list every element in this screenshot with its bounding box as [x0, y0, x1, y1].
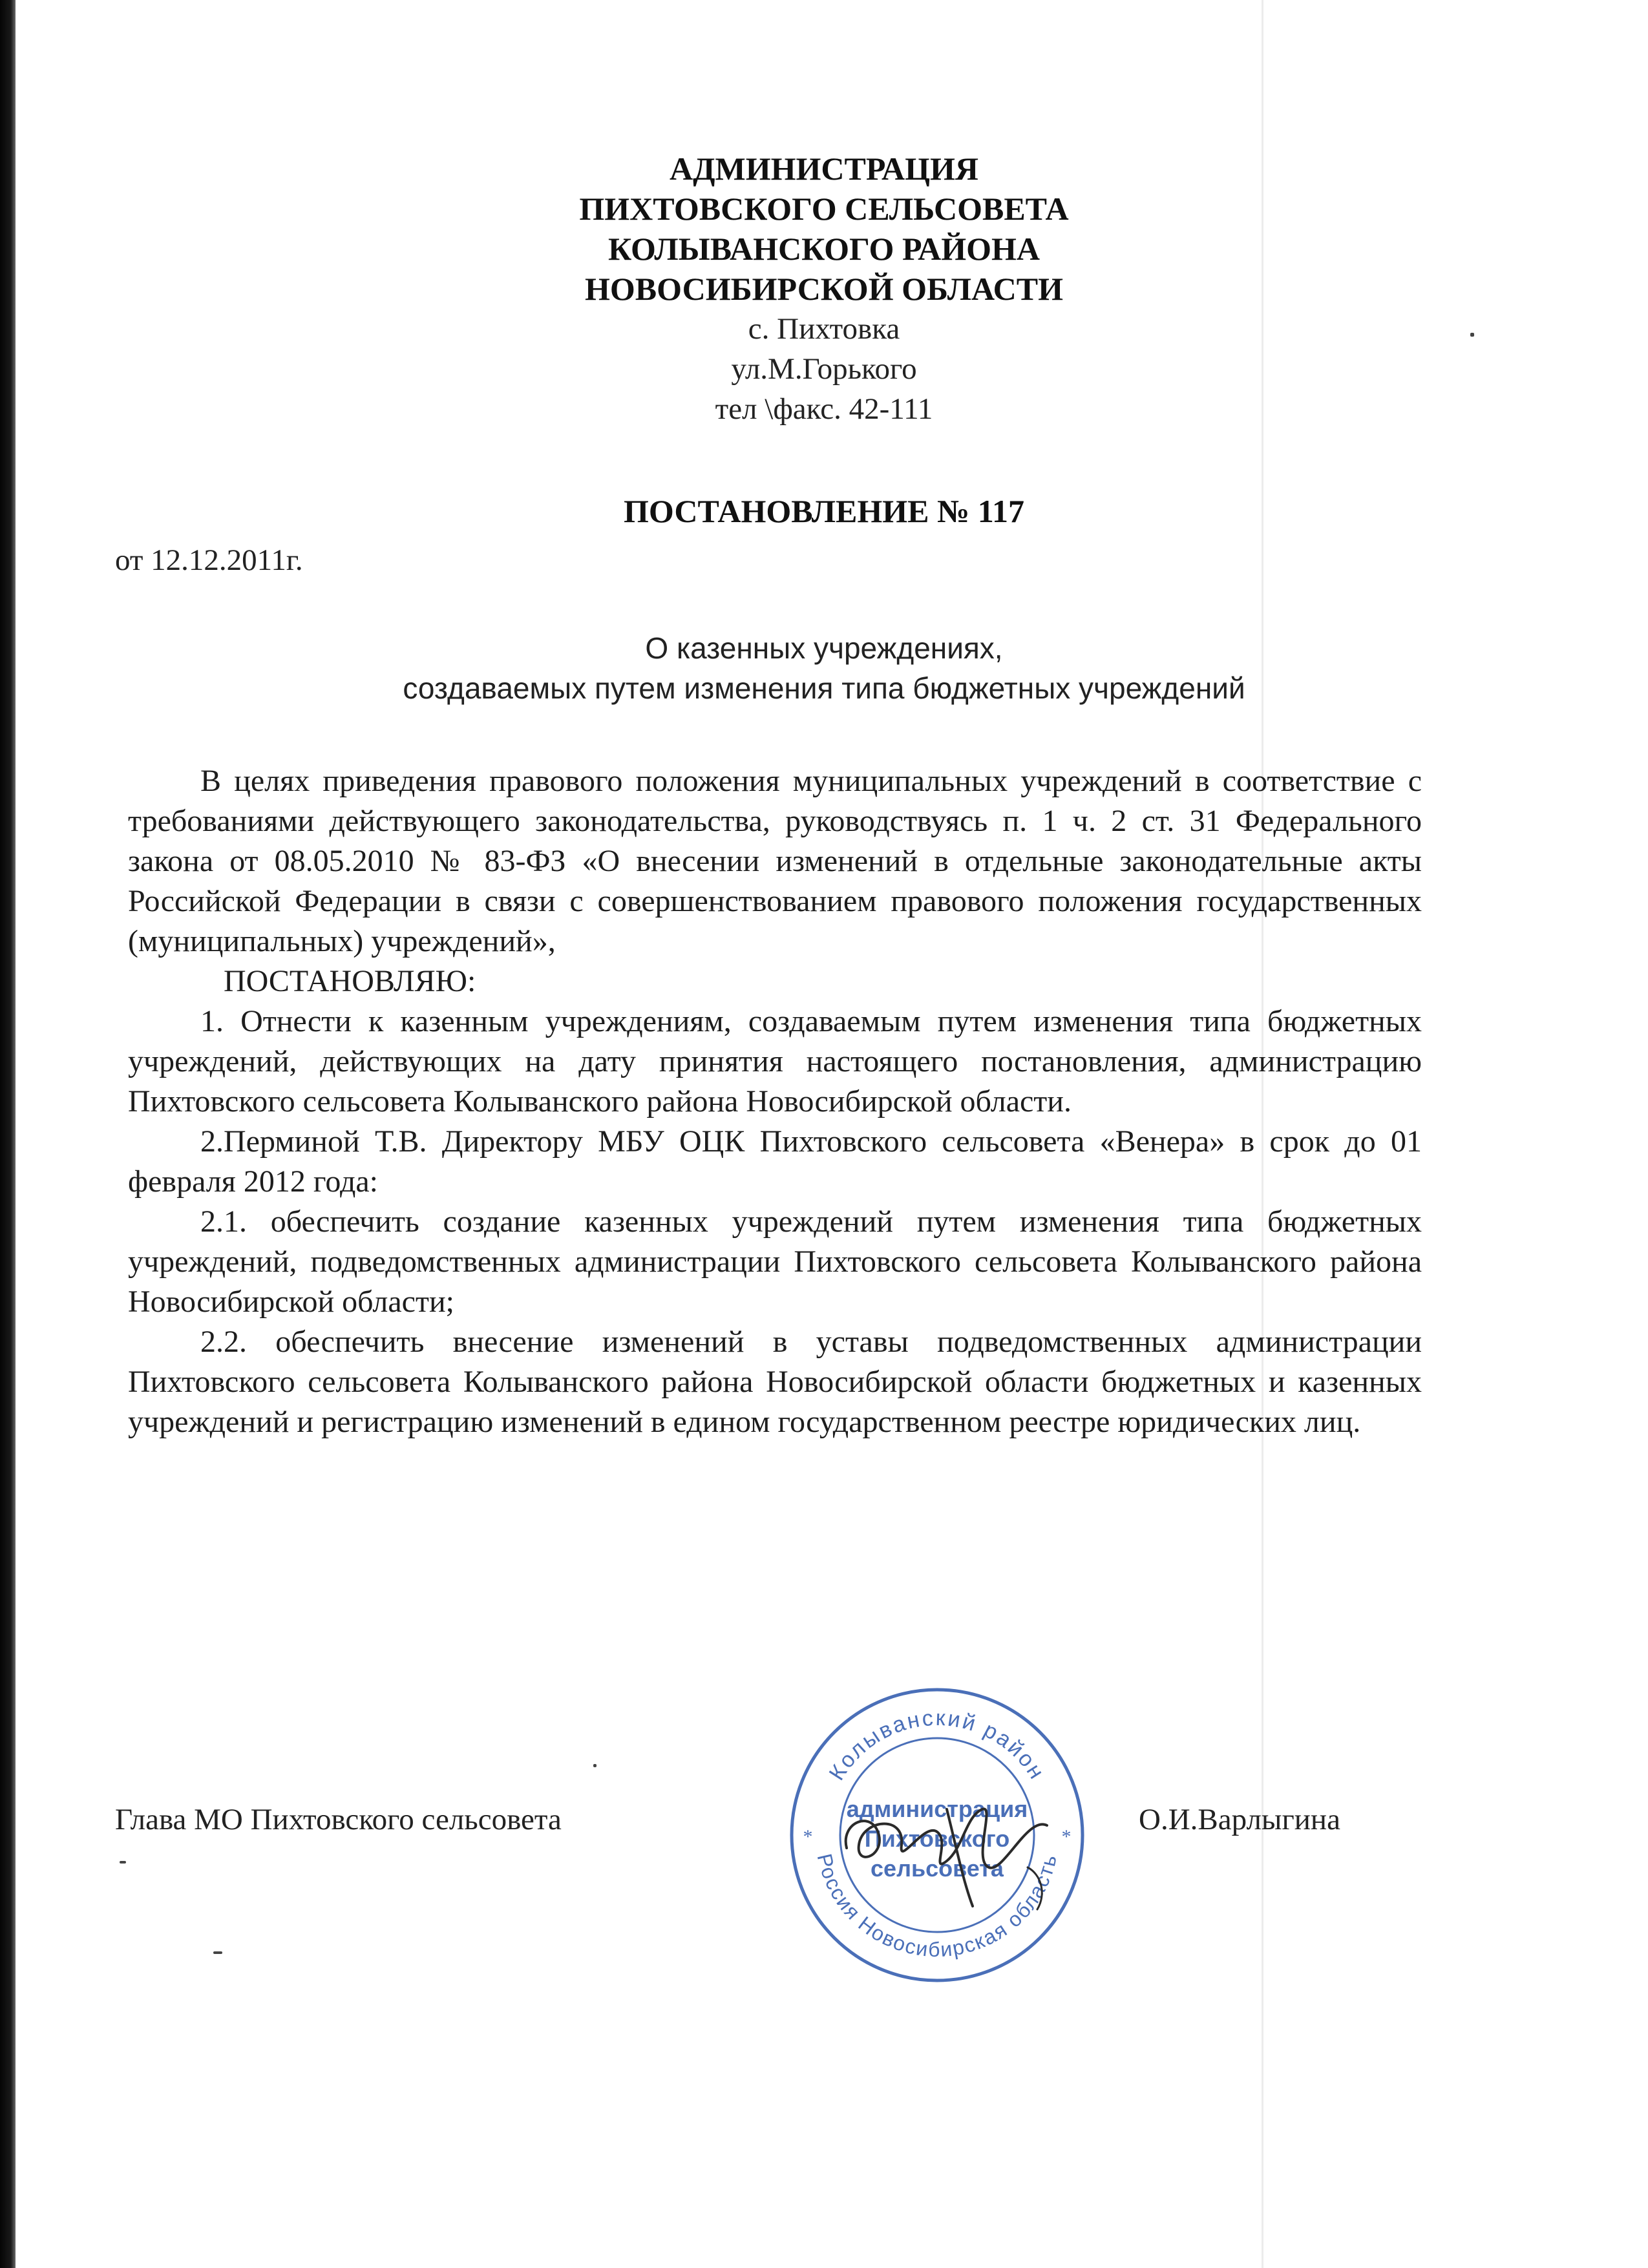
handwritten-signature — [834, 1770, 1066, 1919]
subject-line-2: создаваемых путем изменения типа бюджетных учреждений — [403, 671, 1245, 705]
address-village: с. Пихтовка — [748, 312, 900, 346]
scan-speck — [1470, 333, 1474, 337]
stamp-center-line-1: администрация — [846, 1796, 1028, 1822]
signatory-name: О.И.Варлыгина — [1139, 1803, 1340, 1836]
scan-speck — [593, 1764, 597, 1767]
org-line-1: АДМИНИСТРАЦИЯ — [670, 151, 978, 187]
stamp-center-line-3: сельсовета — [871, 1855, 1004, 1882]
stamp-center-line-2: Пихтовского — [864, 1825, 1010, 1852]
scan-speck — [213, 1951, 222, 1954]
scan-speck — [120, 1861, 126, 1864]
decree-body — [128, 761, 1422, 1442]
subject-line-1: О казенных учреждениях, — [645, 631, 1003, 665]
item-2-1-paragraph: 2.1. обеспечить создание казенных учреждений путем изменения типа бюджетных учреждений, подведомственных администрации Пихтовского сельсовета Колыванского района Новосибирской области; — [128, 1204, 1422, 1319]
address-phone: тел \факс. 42-111 — [715, 392, 933, 426]
document-header — [0, 149, 1648, 429]
org-line-3: КОЛЫВАНСКОГО РАЙОНА — [608, 231, 1040, 267]
stamp-star-right: * — [1061, 1826, 1072, 1847]
org-line-2: ПИХТОВСКОГО СЕЛЬСОВЕТА — [579, 191, 1069, 227]
org-line-4: НОВОСИБИРСКОЙ ОБЛАСТИ — [584, 271, 1064, 307]
stamp-star-left: * — [803, 1826, 813, 1847]
stamp-ring-top-text: Колыванский район — [824, 1705, 1050, 1785]
item-2-paragraph: 2.Перминой Т.В. Директору МБУ ОЦК Пихтовского сельсовета «Венера» в срок до 01 февраля 2012 года: — [128, 1124, 1422, 1199]
decree-subject — [0, 628, 1648, 708]
stamp-ring-bottom-text: Россия Новосибирская область — [812, 1851, 1062, 1962]
item-2-2-paragraph: 2.2. обеспечить внесение изменений в уставы подведомственных администрации Пихтовского сельсовета Колыванского района Новосибирской области бюджетных и казенных учреждений и регистрацию изменений в едином государственном реестре юридических лиц. — [128, 1325, 1422, 1439]
signatory-title: Глава МО Пихтовского сельсовета — [115, 1803, 562, 1836]
item-1-paragraph: 1. Отнести к казенным учреждениям, создаваемым путем изменения типа бюджетных учреждений, действующих на дату принятия настоящего постановления, администрацию Пихтовского сельсовета Колыванского района Новосибирской области. — [128, 1004, 1422, 1118]
decree-title: ПОСТАНОВЛЕНИЕ № 117 — [624, 493, 1024, 529]
decree-word: ПОСТАНОВЛЯЮ: — [224, 964, 476, 998]
decree-date: от 12.12.2011г. — [115, 543, 303, 577]
address-street: ул.М.Горького — [731, 352, 917, 386]
preamble-paragraph: В целях приведения правового положения муниципальных учреждений в соответствие с требованиями действующего законодательства, руководствуясь п. 1 ч. 2 ст. 31 Федерального закона от 08.05.2010 № 83-ФЗ «О внесении изменений в отдельные законодательные акты Российской Федерации в связи с совершенствованием правового положения государственных (муниципальных) учреждений», — [128, 764, 1422, 958]
